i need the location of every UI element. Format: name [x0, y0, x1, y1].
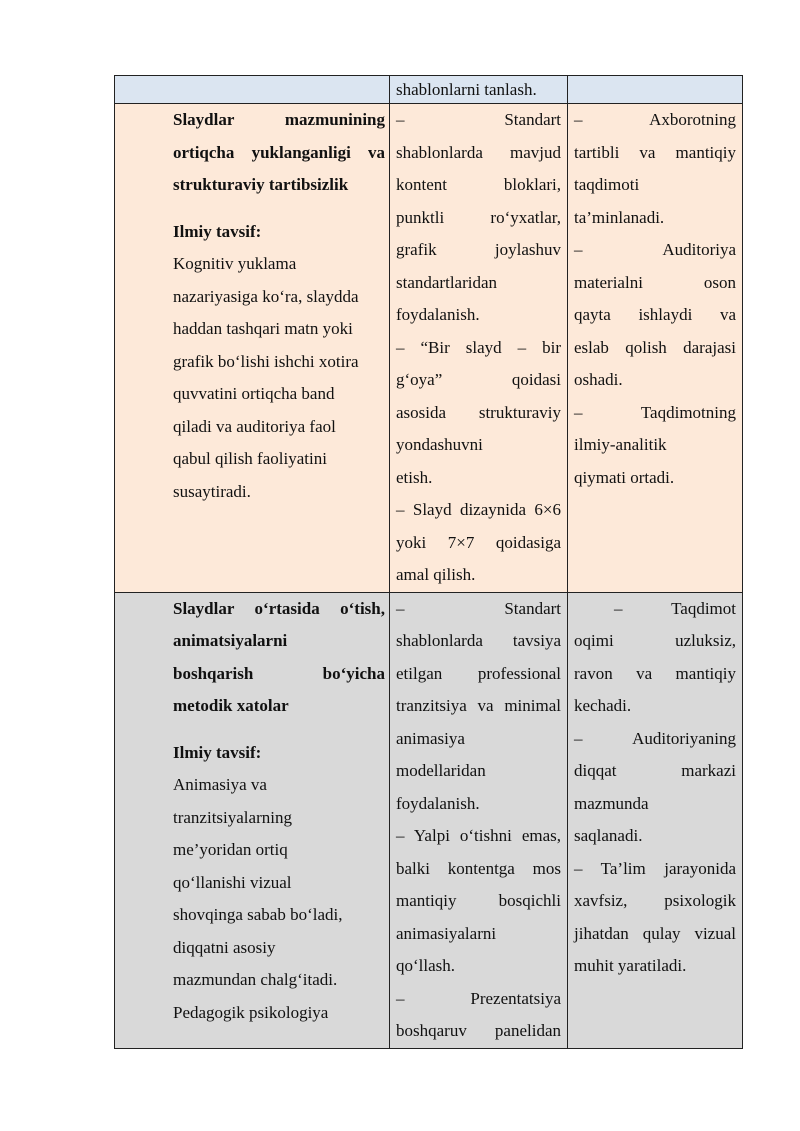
cell-line: etish.: [396, 467, 433, 487]
cell-line: g‘oya” qoidasi: [396, 370, 561, 389]
cell-line: asosida strukturaviy: [396, 402, 561, 422]
cell-line: saqlanadi.: [574, 826, 643, 845]
table-cell: [390, 76, 568, 104]
cell-text: shablonlarni tanlash.: [396, 80, 537, 99]
cell-line: foydalanish.: [396, 305, 480, 324]
problem-cell: [115, 592, 390, 1048]
description-line: Kognitiv yuklama: [173, 254, 297, 273]
description-line: grafik bo‘lishi ishchi xotira: [173, 351, 359, 371]
cell-line: ilmiy-analitik: [574, 435, 667, 454]
cell-line: xavfsiz, psixologik: [574, 891, 736, 910]
table-cell: [568, 76, 743, 104]
description-line: haddan tashqari matn yoki: [173, 319, 353, 338]
cell-line: – Prezentatsiya: [396, 988, 561, 1008]
cell-line: jihatdan qulay vizual: [574, 923, 736, 943]
problem-title-line: strukturaviy tartibsizlik: [173, 175, 349, 194]
cell-line: materialni oson: [574, 272, 736, 292]
cell-line: qiymati ortadi.: [574, 467, 675, 487]
cell-line: foydalanish.: [396, 793, 480, 813]
cell-line: grafik joylashuv: [396, 240, 561, 259]
description-line: Animasiya va: [173, 775, 267, 794]
cell-line: qo‘llash.: [396, 956, 456, 975]
cell-line: tartibli va mantiqiy: [574, 142, 736, 162]
description-line: qiladi va auditoriya faol: [173, 416, 336, 436]
cell-line: diqqat markazi: [574, 761, 736, 780]
description-line: tranzitsiyalarning: [173, 807, 292, 827]
table-row: [115, 592, 743, 1048]
cell-line: oqimi uzluksiz,: [574, 631, 736, 650]
cell-line: kontent bloklari,: [396, 175, 561, 194]
problem-cell: [115, 104, 390, 593]
cell-line: etilgan professional: [396, 663, 561, 683]
description-label: Ilmiy tavsif:: [173, 742, 262, 762]
cell-line: – Yalpi o‘tishni emas,: [396, 826, 561, 845]
cell-line: – Taqdimotning: [574, 402, 736, 422]
cell-line: kechadi.: [574, 696, 632, 715]
problem-title-line: Slaydlar o‘rtasida o‘tish,: [173, 598, 385, 618]
cell-line: – Slayd dizaynida 6×6: [396, 500, 561, 519]
cell-line: animasiya: [396, 728, 465, 748]
cell-line: mazmunda: [574, 793, 649, 813]
cell-line: mantiqiy bosqichli: [396, 891, 561, 910]
cell-line: – Standart: [396, 110, 561, 129]
cell-line: qayta ishlaydi va: [574, 305, 736, 324]
cell-line: animasiyalarni: [396, 923, 497, 943]
cell-line: – “Bir slayd – bir: [396, 337, 561, 357]
cell-line: – Standart: [396, 598, 561, 618]
cell-line: – Axborotning: [574, 110, 736, 129]
cell-line: taqdimoti: [574, 175, 640, 194]
cell-line: shablonlarda tavsiya: [396, 631, 561, 650]
result-cell: [568, 104, 743, 593]
cell-line: eslab qolish darajasi: [574, 337, 736, 357]
description-line: qabul qilish faoliyatini: [173, 449, 327, 468]
solution-cell: [390, 592, 568, 1048]
description-line: quvvatini ortiqcha band: [173, 384, 335, 403]
problem-title-line: metodik xatolar: [173, 696, 289, 715]
cell-line: – Auditoriyaning: [574, 728, 736, 748]
cell-line: boshqaruv panelidan: [396, 1021, 561, 1040]
description-line: nazariyasiga ko‘ra, slaydda: [173, 286, 359, 306]
cell-line: tranzitsiya va minimal: [396, 696, 561, 715]
description-line: susaytiradi.: [173, 481, 251, 501]
result-cell: [568, 592, 743, 1048]
description-line: me’yoridan ortiq: [173, 840, 288, 859]
cell-line: shablonlarda mavjud: [396, 142, 561, 162]
cell-line: standartlaridan: [396, 272, 498, 292]
cell-line: oshadi.: [574, 370, 623, 389]
description-line: diqqatni asosiy: [173, 937, 276, 957]
description-line: shovqinga sabab bo‘ladi,: [173, 905, 343, 924]
solution-cell: [390, 104, 568, 593]
cell-line: modellaridan: [396, 761, 486, 780]
problem-title-line: ortiqcha yuklanganligi va: [173, 142, 385, 162]
cell-line: yondashuvni: [396, 435, 483, 454]
cell-line: amal qilish.: [396, 565, 476, 584]
description-line: Pedagogik psikologiya: [173, 1002, 329, 1022]
problem-title-line: Slaydlar mazmunining: [173, 110, 385, 129]
cell-line: muhit yaratiladi.: [574, 956, 687, 975]
table-cell: [115, 76, 390, 104]
cell-line: ravon va mantiqiy: [574, 663, 736, 683]
cell-line: punktli ro‘yxatlar,: [396, 207, 561, 227]
cell-line: yoki 7×7 qoidasiga: [396, 532, 561, 552]
problem-title-line: boshqarish bo‘yicha: [173, 663, 385, 683]
cell-line: – Taqdimot: [614, 598, 736, 618]
table-row: [115, 104, 743, 593]
description-label: Ilmiy tavsif:: [173, 221, 262, 241]
description-line: mazmundan chalg‘itadi.: [173, 970, 338, 989]
comparison-table: [114, 75, 743, 1049]
table-row: [115, 76, 743, 104]
description-line: qo‘llanishi vizual: [173, 872, 292, 892]
cell-line: – Ta’lim jarayonida: [574, 858, 736, 878]
cell-line: balki kontentga mos: [396, 858, 561, 878]
cell-line: ta’minlanadi.: [574, 207, 665, 227]
problem-title-line: animatsiyalarni: [173, 631, 288, 650]
cell-line: – Auditoriya: [574, 240, 736, 259]
